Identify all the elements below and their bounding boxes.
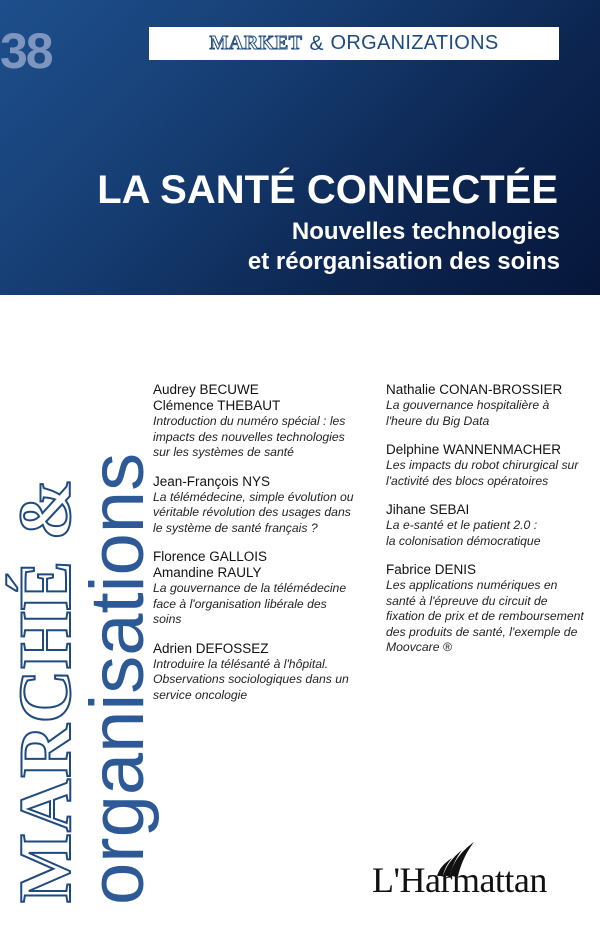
article-title-line: soins <box>153 612 182 626</box>
article-entry <box>153 474 368 537</box>
vertical-title-marche: MARCHÉ & <box>5 477 87 903</box>
article-author: Adrien DEFOSSEZ <box>153 640 269 656</box>
article-title-line: La télémédecine, simple évolution ou <box>153 489 354 504</box>
article-title-line: des produits de santé, l'exemple de <box>386 624 578 639</box>
issue-title: LA SANTÉ CONNECTÉE <box>97 168 558 212</box>
article-title-line: santé à l'épreuve du circuit de <box>386 593 548 608</box>
cover-banner <box>0 0 600 295</box>
publisher-name: L'Harmattan <box>372 860 547 900</box>
article-title-line: Les applications numériques en <box>386 578 558 592</box>
article-title-line: l'heure du Big Data <box>386 413 490 428</box>
article-title-line: véritable révolution des usages dans <box>153 505 351 519</box>
article-author: Amandine RAULY <box>153 565 262 580</box>
series-ampersand: & <box>309 31 324 55</box>
article-title-line: service oncologie <box>153 687 248 702</box>
article-title-line: Observations sociologiques dans un <box>153 672 349 686</box>
article-title-line: sur les systèmes de santé <box>153 445 294 459</box>
article-title-line: Introduire la télésanté à l'hôpital. <box>153 656 329 671</box>
article-title-line: face à l'organisation libérale des <box>153 596 327 611</box>
article-title-line: La e-santé et le patient 2.0 : <box>386 518 538 532</box>
article-title-line: le système de santé français ? <box>153 520 318 535</box>
article-author: Clémence THEBAUT <box>153 398 281 413</box>
contents-column-left <box>153 382 368 716</box>
article-entry <box>386 562 596 656</box>
article-title-line: La gouvernance de la télémédecine <box>153 581 347 595</box>
article-entry <box>153 641 368 704</box>
issue-subtitle <box>248 217 560 277</box>
article-author: Fabrice DENIS <box>386 562 477 577</box>
series-title-box <box>149 27 559 60</box>
vertical-title-organisations: organisations <box>75 452 160 905</box>
series-word-organizations: ORGANIZATIONS <box>330 32 499 54</box>
article-author: Nathalie CONAN-BROSSIER <box>386 382 563 397</box>
article-entry <box>153 549 368 628</box>
article-author: Jihane SEBAI <box>386 502 470 517</box>
article-title-line: fixation de prix et de remboursement <box>386 609 584 623</box>
article-author: Audrey BECUWE <box>153 382 259 397</box>
article-author: Florence GALLOIS <box>153 549 268 564</box>
article-author: Delphine WANNENMACHER <box>386 442 562 457</box>
article-title-line: Moovcare ® <box>386 640 452 654</box>
issue-number: 38 <box>0 23 52 79</box>
subtitle-line-2: et réorganisation des soins <box>247 248 560 275</box>
publisher-logo <box>372 838 572 908</box>
article-entry <box>386 382 596 429</box>
article-title-line: Les impacts du robot chirurgical sur <box>386 458 579 472</box>
article-title-line: impacts des nouvelles technologies <box>153 429 345 444</box>
article-title-line: la colonisation démocratique <box>386 533 541 548</box>
article-entry <box>386 442 596 489</box>
contents-column-right <box>386 382 596 669</box>
article-title-line: l'activité des blocs opératoires <box>386 473 549 488</box>
series-word-market: MARKET <box>209 32 303 54</box>
article-title-line: La gouvernance hospitalière à <box>386 398 550 412</box>
article-entry <box>386 502 596 549</box>
subtitle-line-1: Nouvelles technologies <box>291 218 560 245</box>
article-title-line: Introduction du numéro spécial : les <box>153 414 346 428</box>
article-author: Jean-François NYS <box>153 473 271 489</box>
article-entry <box>153 382 368 461</box>
